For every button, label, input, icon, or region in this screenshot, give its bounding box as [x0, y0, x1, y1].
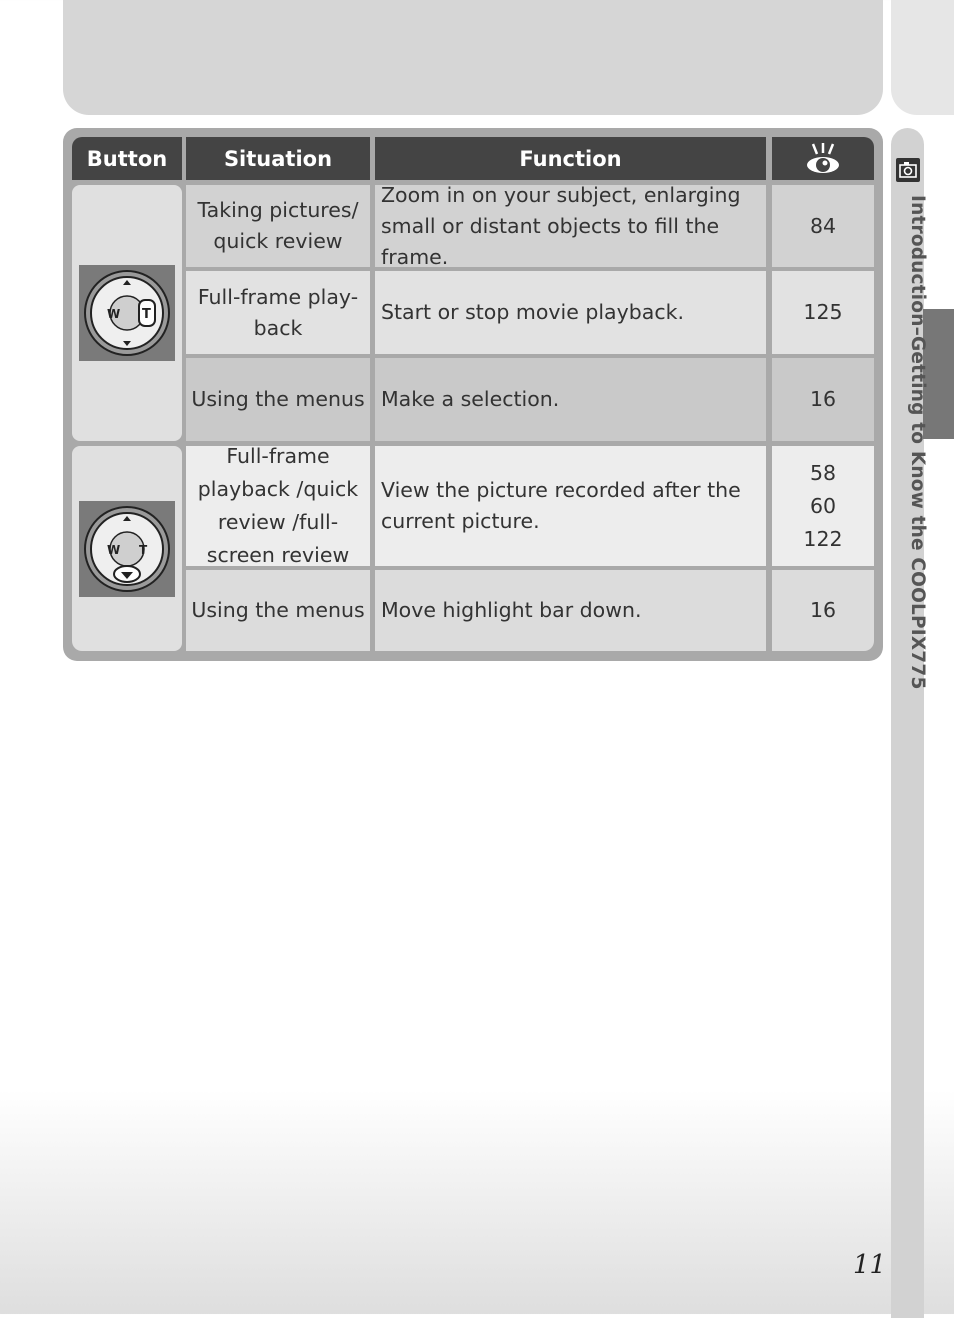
- row5-function: Move highlight bar down.: [375, 570, 766, 651]
- eye-reference-icon: [804, 142, 842, 176]
- svg-text:W: W: [107, 542, 121, 557]
- row4-page: 58 60 122: [772, 446, 874, 566]
- row1-situation: Taking pictures/ quick review: [186, 185, 370, 267]
- button-cell-right: [72, 185, 182, 441]
- page-number: 11: [853, 1250, 887, 1280]
- header-function: Function: [375, 137, 766, 180]
- header-situation: Situation: [186, 137, 370, 180]
- row3-page: 16: [772, 358, 874, 441]
- row3-situation: Using the menus: [186, 358, 370, 441]
- multi-selector-right-icon: [79, 265, 175, 361]
- button-cell-down: [72, 446, 182, 651]
- row1-function: Zoom in on your subject, enlarging small or distant objects to fill the frame.: [375, 185, 766, 267]
- row2-function: Start or stop movie playback.: [375, 271, 766, 354]
- row2-page: 125: [772, 271, 874, 354]
- row4-situation: Full-frame playback /quick review /full-screen review: [186, 446, 370, 566]
- svg-text:T: T: [142, 307, 151, 322]
- row5-page: 16: [772, 570, 874, 651]
- multi-selector-down-icon: [79, 501, 175, 597]
- header-page-reference: [772, 137, 874, 180]
- svg-text:W: W: [107, 307, 121, 321]
- svg-text:T: T: [139, 542, 148, 557]
- header-button: Button: [72, 137, 182, 180]
- row5-situation: Using the menus: [186, 570, 370, 651]
- row4-function: View the picture recorded after the current picture.: [375, 446, 766, 566]
- row3-function: Make a selection.: [375, 358, 766, 441]
- top-corner-tab: [891, 0, 954, 115]
- row2-situation: Full-frame play-back: [186, 271, 370, 354]
- camera-icon: [896, 158, 920, 182]
- row1-page: 84: [772, 185, 874, 267]
- top-header-panel: [63, 0, 883, 115]
- chapter-title: Introduction–Getting to Know the COOLPIX775: [907, 195, 928, 690]
